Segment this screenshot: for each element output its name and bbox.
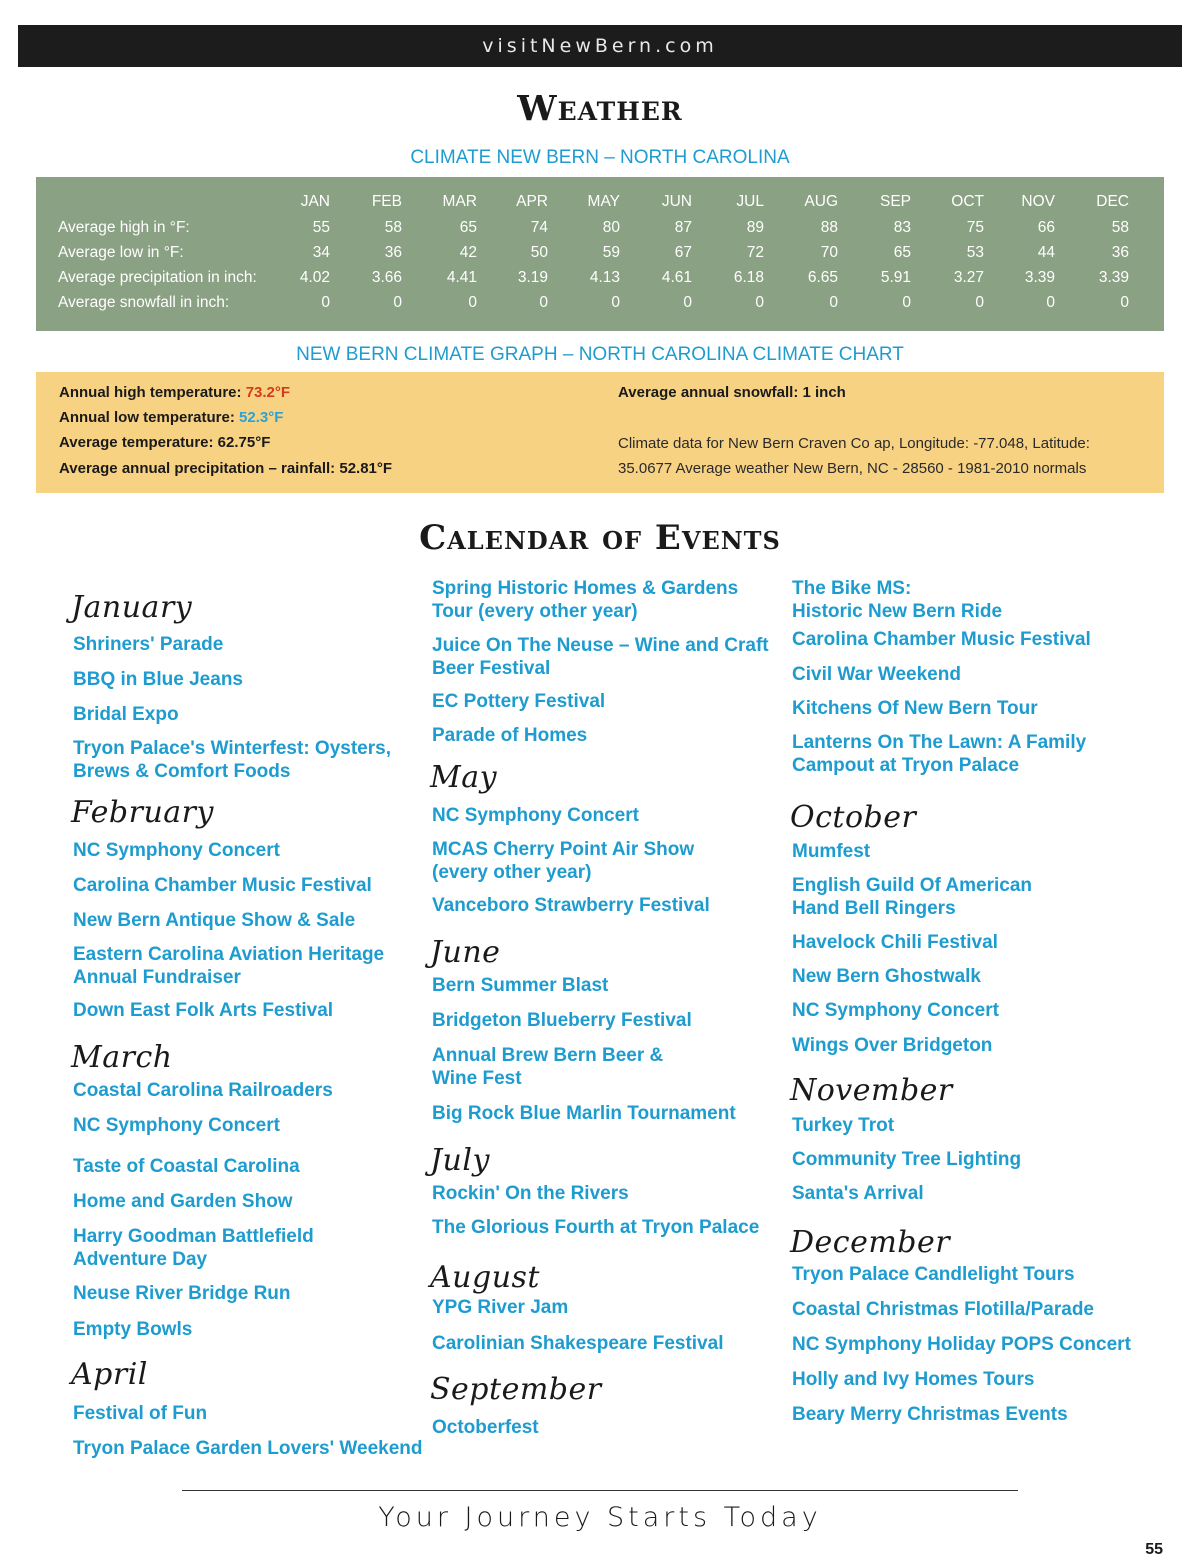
event-item: English Guild Of American Hand Bell Ringers	[792, 875, 1032, 919]
month-heading: March	[71, 1040, 173, 1075]
event-item: Bridal Expo	[73, 704, 179, 725]
month-heading: May	[430, 760, 498, 795]
event-item: Vanceboro Strawberry Festival	[432, 895, 710, 916]
climate-cell: 65	[893, 244, 911, 261]
event-item: The Glorious Fourth at Tryon Palace	[432, 1217, 760, 1238]
events-title: Calendar of Events	[419, 518, 781, 558]
event-item: YPG River Jam	[432, 1297, 569, 1318]
annual-summary-box	[36, 372, 1164, 493]
event-item: Mumfest	[792, 841, 871, 862]
climate-cell: 4.61	[661, 269, 692, 286]
event-item: Wings Over Bridgeton	[792, 1035, 993, 1056]
climate-cell: 0	[1046, 294, 1055, 311]
climate-cell: 3.39	[1098, 269, 1129, 286]
climate-cell: 66	[1037, 219, 1055, 236]
climate-cell: 70	[820, 244, 838, 261]
climate-cell: 53	[966, 244, 984, 261]
month-header-row	[36, 189, 1164, 214]
event-item: Community Tree Lighting	[792, 1149, 1022, 1170]
row-label: Average high in °F:	[58, 219, 190, 236]
annual-high-value: 73.2°F	[245, 384, 291, 401]
climate-row-high	[36, 215, 1164, 240]
climate-cell: 0	[539, 294, 548, 311]
climate-cell: 4.02	[299, 269, 330, 286]
event-item: Tryon Palace Candlelight Tours	[792, 1264, 1075, 1285]
month-header-nov: NOV	[1021, 193, 1055, 210]
event-item: Annual Brew Bern Beer & Wine Fest	[432, 1045, 664, 1089]
event-item: Neuse River Bridge Run	[73, 1283, 291, 1304]
event-item: Tryon Palace's Winterfest: Oysters, Brews & Comfort Foods	[73, 738, 391, 782]
climate-cell: 67	[674, 244, 692, 261]
event-item: MCAS Cherry Point Air Show (every other year)	[432, 839, 695, 883]
month-heading: January	[71, 590, 193, 625]
event-item: Rockin' On the Rivers	[432, 1183, 629, 1204]
event-item: Coastal Christmas Flotilla/Parade	[792, 1299, 1094, 1320]
event-item: NC Symphony Concert	[792, 1000, 999, 1021]
climate-cell: 0	[755, 294, 764, 311]
climate-cell: 36	[384, 244, 402, 261]
climate-cell: 0	[321, 294, 330, 311]
event-item: Home and Garden Show	[73, 1191, 293, 1212]
event-item: Civil War Weekend	[792, 664, 961, 685]
event-item: Beary Merry Christmas Events	[792, 1404, 1068, 1425]
event-item: Coastal Carolina Railroaders	[73, 1080, 333, 1101]
event-item: Spring Historic Homes & Gardens Tour (every other year)	[432, 578, 739, 622]
month-header-jun: JUN	[661, 193, 692, 210]
event-item: NC Symphony Holiday POPS Concert	[792, 1334, 1131, 1355]
event-item: Carolina Chamber Music Festival	[792, 629, 1091, 650]
climate-cell: 3.27	[953, 269, 984, 286]
month-heading: July	[430, 1143, 490, 1178]
climate-cell: 59	[602, 244, 620, 261]
annual-snowfall: Average annual snowfall: 1 inch	[618, 384, 846, 401]
month-header-sep: SEP	[879, 193, 911, 210]
annual-low-label: Annual low temperature:	[59, 409, 240, 426]
event-item: Octoberfest	[432, 1417, 539, 1438]
row-label: Average precipitation in inch:	[58, 269, 257, 286]
event-item: Parade of Homes	[432, 725, 588, 746]
climate-graph-heading: NEW BERN CLIMATE GRAPH – NORTH CAROLINA CLIMATE CHART	[296, 344, 904, 365]
month-header-oct: OCT	[951, 193, 984, 210]
month-heading: October	[790, 800, 917, 835]
climate-cell: 80	[602, 219, 620, 236]
event-item: Taste of Coastal Carolina	[73, 1156, 300, 1177]
event-item: Festival of Fun	[73, 1403, 208, 1424]
event-item: Empty Bowls	[73, 1319, 193, 1340]
climate-cell: 58	[1111, 219, 1129, 236]
climate-cell: 87	[674, 219, 692, 236]
event-item: NC Symphony Concert	[432, 805, 639, 826]
event-item: Bern Summer Blast	[432, 975, 609, 996]
event-item: New Bern Ghostwalk	[792, 966, 981, 987]
climate-row-low	[36, 240, 1164, 265]
climate-cell: 65	[459, 219, 477, 236]
climate-table	[36, 177, 1164, 331]
month-header-mar: MAR	[442, 193, 477, 210]
row-label: Average low in °F:	[58, 244, 184, 261]
climate-cell: 89	[746, 219, 764, 236]
climate-heading: CLIMATE NEW BERN – NORTH CAROLINA	[410, 147, 790, 168]
climate-cell: 44	[1037, 244, 1055, 261]
climate-cell: 3.19	[517, 269, 548, 286]
event-item: Shriners' Parade	[73, 634, 224, 655]
footer-tagline: Your Journey Starts Today	[378, 1502, 822, 1533]
event-item: Kitchens Of New Bern Tour	[792, 698, 1038, 719]
climate-cell: 3.39	[1024, 269, 1055, 286]
event-item: The Bike MS: Historic New Bern Ride	[792, 578, 1003, 622]
event-item: Lanterns On The Lawn: A Family Campout at Tryon Palace	[792, 732, 1087, 776]
climate-cell: 58	[384, 219, 402, 236]
event-item: EC Pottery Festival	[432, 691, 606, 712]
climate-cell: 0	[611, 294, 620, 311]
month-heading: February	[71, 795, 214, 830]
weather-title: Weather	[517, 88, 683, 129]
climate-row-snow	[36, 290, 1164, 315]
site-header-bar	[18, 25, 1182, 67]
event-item: Juice On The Neuse – Wine and Craft Beer Festival	[432, 635, 769, 679]
month-header-jul: JUL	[736, 193, 764, 210]
climate-cell: 34	[312, 244, 330, 261]
climate-cell: 4.41	[446, 269, 477, 286]
month-header-dec: DEC	[1096, 193, 1129, 210]
climate-cell: 72	[746, 244, 764, 261]
month-header-may: MAY	[587, 193, 620, 210]
month-heading: June	[430, 935, 501, 970]
event-item: Big Rock Blue Marlin Tournament	[432, 1103, 736, 1124]
month-heading: August	[430, 1260, 540, 1295]
month-heading: November	[790, 1073, 953, 1108]
event-item: Carolina Chamber Music Festival	[73, 875, 372, 896]
event-item: Turkey Trot	[792, 1115, 895, 1136]
climate-cell: 0	[468, 294, 477, 311]
climate-cell: 0	[683, 294, 692, 311]
annual-high-label: Annual high temperature:	[59, 384, 246, 401]
event-item: Havelock Chili Festival	[792, 932, 998, 953]
site-url: visitNewBern.com	[482, 35, 718, 57]
event-item: NC Symphony Concert	[73, 1115, 280, 1136]
climate-cell: 75	[966, 219, 984, 236]
climate-cell: 0	[902, 294, 911, 311]
month-header-jan: JAN	[300, 193, 330, 210]
climate-cell: 0	[975, 294, 984, 311]
climate-cell: 6.65	[807, 269, 838, 286]
climate-cell: 0	[393, 294, 402, 311]
annual-high	[59, 384, 290, 401]
event-item: New Bern Antique Show & Sale	[73, 910, 356, 931]
climate-note-line1: Climate data for New Bern Craven Co ap, Longitude: -77.048, Latitude:	[618, 435, 1090, 452]
event-item: Tryon Palace Garden Lovers' Weekend	[73, 1438, 423, 1459]
event-item: BBQ in Blue Jeans	[73, 669, 243, 690]
climate-cell: 55	[312, 219, 330, 236]
month-heading: September	[430, 1372, 602, 1407]
event-item: Bridgeton Blueberry Festival	[432, 1010, 692, 1031]
climate-note-line2: 35.0677 Average weather New Bern, NC - 28560 - 1981-2010 normals	[618, 460, 1087, 477]
footer-divider	[182, 1490, 1018, 1491]
climate-cell: 3.66	[371, 269, 402, 286]
climate-cell: 5.91	[880, 269, 911, 286]
annual-low	[59, 409, 283, 426]
climate-cell: 88	[820, 219, 838, 236]
month-heading: April	[71, 1357, 148, 1392]
month-heading: December	[790, 1225, 951, 1260]
month-header-feb: FEB	[371, 193, 402, 210]
climate-cell: 36	[1111, 244, 1129, 261]
annual-low-value: 52.3°F	[239, 409, 284, 426]
event-item: Santa's Arrival	[792, 1183, 924, 1204]
climate-cell: 0	[829, 294, 838, 311]
event-item: Harry Goodman Battlefield Adventure Day	[73, 1226, 314, 1270]
climate-cell: 6.18	[733, 269, 764, 286]
event-item: Carolinian Shakespeare Festival	[432, 1333, 724, 1354]
climate-cell: 74	[530, 219, 548, 236]
climate-cell: 0	[1120, 294, 1129, 311]
event-item: Holly and Ivy Homes Tours	[792, 1369, 1035, 1390]
row-label: Average snowfall in inch:	[58, 294, 230, 311]
climate-cell: 83	[893, 219, 911, 236]
climate-cell: 4.13	[589, 269, 620, 286]
climate-cell: 42	[459, 244, 477, 261]
climate-row-precip	[36, 265, 1164, 290]
page-number: 55	[1145, 1541, 1163, 1558]
month-header-apr: APR	[516, 193, 548, 210]
annual-precipitation: Average annual precipitation – rainfall: 52.81°F	[59, 460, 393, 477]
month-header-aug: AUG	[804, 193, 838, 210]
event-item: Eastern Carolina Aviation Heritage Annual Fundraiser	[73, 944, 385, 988]
climate-cell: 50	[530, 244, 548, 261]
event-item: NC Symphony Concert	[73, 840, 280, 861]
event-item: Down East Folk Arts Festival	[73, 1000, 334, 1021]
average-temperature: Average temperature: 62.75°F	[59, 434, 271, 451]
